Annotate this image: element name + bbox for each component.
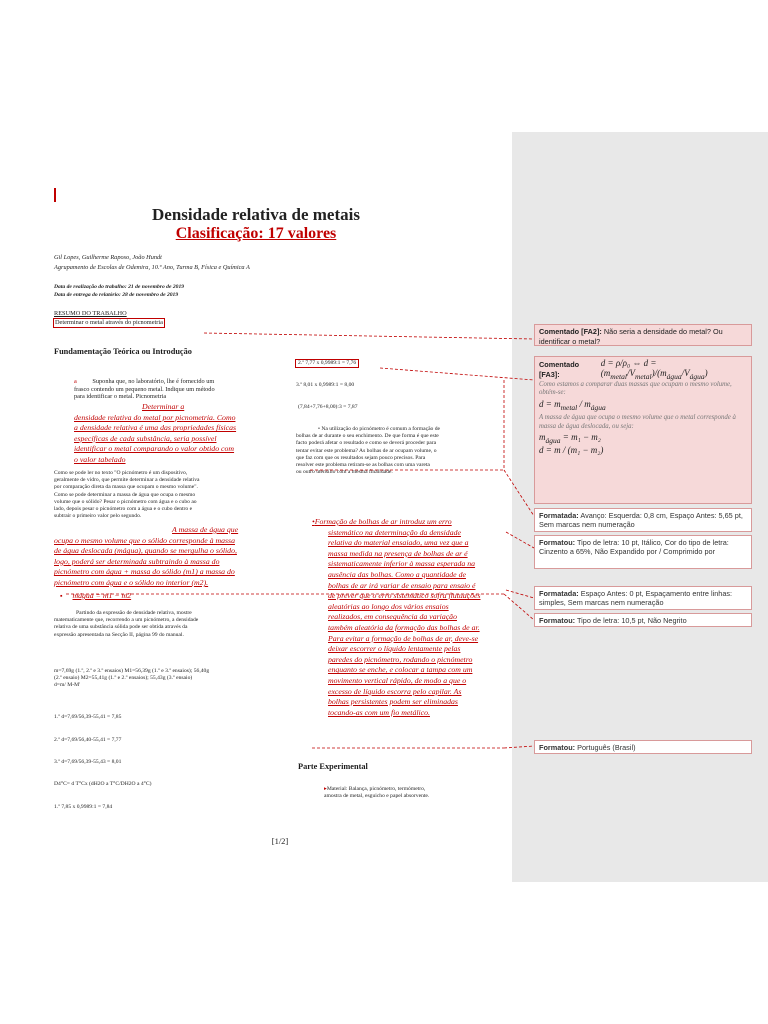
ins-line: Formação de bolhas de ar introduz um erro xyxy=(314,517,452,526)
format-text: Português (Brasil) xyxy=(577,743,636,752)
bullet-icon: ▪ xyxy=(60,592,63,600)
calc-formula: D4°C= d T°Cx (dH2O a T°C/DH2O a 4°C) xyxy=(54,781,152,787)
connector-line xyxy=(504,470,534,516)
para2-line: por comparação direta da massa que ocupam o mesmo volume". xyxy=(54,484,198,491)
ins-line: Para evitar a formação de bolhas de ar, deve-se xyxy=(328,633,479,643)
resumo-text[interactable]: Determinar o metal através do picnometria xyxy=(55,319,163,326)
formula-mass-water: mágua = m1 − m2 xyxy=(72,591,132,600)
para2-line: subtrair o primeiro valor pelo segundo. xyxy=(54,513,142,520)
experimental-heading: Parte Experimental xyxy=(298,762,368,771)
para2-line: Como se pode ler no texto "O picnómetro é um dispositivo, xyxy=(54,470,188,476)
format-text: Tipo de letra: 10 pt, Itálico, Cor do tipo de letra: Cinzento a 65%, Não Expandido por / Comprimido por xyxy=(539,538,729,557)
connector-line xyxy=(204,333,534,339)
bubble-line: resolver este problema retiram-se as bolhas com uma vareta xyxy=(296,462,430,469)
format-note-4[interactable] xyxy=(534,613,752,627)
ins-line: tocando-as com um fio metálico. xyxy=(328,707,430,717)
para1-line: frasco contendo um pequeno metal. Indique um método xyxy=(74,385,215,393)
ins-line: de água deslocada (mágua), quando se mergulha o sólido, xyxy=(54,546,237,556)
ins-line: sistemático na determinação da densidade xyxy=(328,527,461,537)
format-label: Formatou: xyxy=(539,538,576,547)
ins-line: identificar o metal comparando o valor obtido com xyxy=(74,444,235,454)
bullet-icon: • xyxy=(318,426,322,432)
format-text: Espaço Antes: 0 pt, Espaçamento entre linhas: simples, Sem marcas nem numeração xyxy=(539,589,733,608)
formula-density-ratio: d = ρ/ρ₀ ⇔ $d = (m_{metal}/V_{metal})/(m_{água}/V_{água})$ xyxy=(600,358,708,381)
bullet-icon: ▸ xyxy=(324,786,327,792)
ins-line: específicas de cada substância, seria possível xyxy=(74,433,217,443)
para3-line: Partindo da expressão de densidade relativa, mostre xyxy=(76,610,192,616)
formula-water-mass: $m_{água} = m_1 - m_2$ xyxy=(539,432,601,446)
ins-line: relativa do material ensaiado, uma vez que a xyxy=(328,538,469,548)
format-label: Formatada: xyxy=(539,511,579,520)
calc-line-3: 3.º d=7,69/56,39-55,43 = 8,01 xyxy=(54,759,122,765)
ins-line: também aleatória da formação das bolhas de ar. xyxy=(328,622,480,632)
format-note-1[interactable] xyxy=(534,508,752,532)
ins-line: densidade relativa do metal por picnometria. Como xyxy=(74,412,236,422)
material-line: Material: Balança, picnómetro, termómetro, xyxy=(326,786,426,792)
comment-label: Comentado [FA2]: xyxy=(539,327,602,336)
bubble-line: que faz com que os resultados sejam pouco precisos. Para xyxy=(296,454,426,461)
format-label: Formatou: xyxy=(539,616,576,625)
comment-text-2: A massa de água que ocupa o mesmo volume que o metal corresponde à massa de água deslocada, ou seja: xyxy=(539,414,736,430)
ins-line: sistematicamente inferior à massa esperada na xyxy=(328,559,476,569)
bubble-line: ou outro utensílio com a mesma finalidade. xyxy=(296,469,393,476)
calc-result-1: 1.º 7,85 x 0,9989:1 = 7,84 xyxy=(54,804,113,810)
data-line: d=m/ M-M' xyxy=(54,682,81,689)
formula-mass-ratio: $d = m_{metal} / m_{água}$ xyxy=(539,398,606,412)
para2-line: lado, depois pesar o picnómetro com a água e o cubo dentro e xyxy=(54,506,193,513)
date-delivery: Data de entrega do relatório: 28 de novembro de 2019 xyxy=(54,292,179,298)
calc-result-2[interactable]: 2.º 7,77 x 0,9989:1 = 7,76 xyxy=(298,360,357,366)
comment-fa3[interactable] xyxy=(534,356,752,504)
calc-line-1: 1.º d=7,69/56,39-55,41 = 7,85 xyxy=(54,714,122,720)
material-line: amostra de metal, esguicho e papel absorvente. xyxy=(324,793,430,800)
formula-final: d = m / (m₁ − m₂) xyxy=(539,444,604,455)
connector-line xyxy=(506,590,534,598)
ins-line: picnómetro com água + massa do sólido (m1) a massa do xyxy=(54,567,235,577)
format-note-5[interactable] xyxy=(534,740,752,754)
data-line: (2.º ensaio) M2=55,41g (1.º e 2.º ensaios); 55,43g (3.º ensaio) xyxy=(54,675,193,682)
document-title: Densidade relativa de metais xyxy=(152,205,360,224)
ins-line: logo, poderá ser determinada subtraindo à massa do xyxy=(54,556,220,566)
connector-line xyxy=(506,532,534,548)
ins-line: Determinar a xyxy=(142,402,185,411)
para1-line: para identificar o metal. Picnometria xyxy=(74,393,167,401)
para3-line: matematicamente que, recorrendo a um picnómetro, a densidade xyxy=(54,617,199,624)
format-label: Formatou: xyxy=(539,743,576,752)
connector-line xyxy=(380,368,534,380)
bubble-line: bolhas de ar durante o seu enchimento. De que forma é que este xyxy=(296,433,439,440)
calc-result-3: 3.º 8,01 x 0,9989:1 = 8,00 xyxy=(296,382,355,388)
connector-line xyxy=(504,594,534,620)
ins-line: a densidade relativa é uma das propriedades físicas xyxy=(74,423,237,433)
bubble-line: Na utilização do picnómetro é comum a formação de xyxy=(321,426,441,432)
ins-line: A massa de água que xyxy=(172,525,239,534)
format-note-2[interactable] xyxy=(534,535,752,569)
list-bullet: a xyxy=(74,378,77,385)
ins-line: ausência das bolhas. Como a quantidade de xyxy=(328,569,466,579)
comment-fa2[interactable] xyxy=(534,324,752,346)
connector-line xyxy=(504,746,534,748)
format-note-3[interactable] xyxy=(534,586,752,610)
bubble-line: tentar evitar este problema? As bolhas de ar ocupam volume, o xyxy=(296,447,437,454)
calc-line-2: 2.º d=7,69/56,40-55,41 = 7,77 xyxy=(54,737,122,743)
ins-line: paredes do picnómetro, rodando o picnómetro xyxy=(328,654,473,664)
date-work: Data de realização do trabalho: 21 de novembro de 2019 xyxy=(54,284,185,290)
comment-text: Não seria a densidade do metal? Ou identificar o metal? xyxy=(539,327,723,346)
resumo-heading: RESUMO DO TRABALHO xyxy=(54,310,127,317)
ins-line: bolhas persistentes podem ser eliminadas xyxy=(328,697,458,707)
bullet-icon: • xyxy=(312,517,315,526)
ins-line: picnómetro com água e o sólido no interior (m2). xyxy=(54,577,209,587)
calc-average: (7,84+7,76+8,00):3 = 7,87 xyxy=(298,404,358,410)
classification-text: Clasificação: 17 valores xyxy=(175,225,337,242)
ins-line: realizados, em consequência da variação xyxy=(328,612,457,622)
ins-line: aleatórias ao longo dos vários ensaios xyxy=(328,601,449,611)
bubble-line: facto poderá afetar o resultado e como se deverá proceder para xyxy=(296,440,437,447)
para1-line: Suponha que, no laboratório, lhe é fornecido um xyxy=(92,378,215,385)
ins-line: movimento vertical rápido, de modo a que o xyxy=(328,675,467,685)
ins-line: massa medida na presença de bolhas de ar é xyxy=(328,548,468,558)
format-text: Avanço: Esquerda: 0,8 cm, Espaço Antes: 5,65 pt, Sem marcas nem numeração xyxy=(539,511,743,530)
fundamentacao-heading: Fundamentação Teórica ou Introdução xyxy=(54,347,192,356)
ins-line: enquanto se enche, e colocar a tampa com um xyxy=(328,665,473,675)
para3-line: relativa de uma substância sólida pode ser obtida através da xyxy=(54,624,188,631)
authors: Gil Lopes, Guilherme Raposo, João Hundt xyxy=(54,254,162,261)
para2-line: geralmente de vidro, que permite determinar a densidade relativa xyxy=(54,477,200,484)
ins-line: bolhas de ar irá variar de ensaio para ensaio é xyxy=(328,580,476,590)
para2-line: volume que o sólido? Pesar o picnómetro com água e o cubo ao xyxy=(54,498,197,505)
ins-line: excesso de líquido escorra pelo capilar. As xyxy=(328,686,462,696)
comment-text: Como estamos a comparar duas massas que ocupam o mesmo volume, obtém-se: xyxy=(539,380,732,397)
comment-label: Comentado [FA3]: xyxy=(539,360,580,379)
ins-line: deixar escorrer o líquido lentamente pelas xyxy=(328,644,461,654)
format-label: Formatada: xyxy=(539,589,579,598)
ins-line: de prever que o erro sistemático sofra flutuações xyxy=(328,591,481,601)
para3-line: expressão apresentada na Secção II, página 99 do manual. xyxy=(54,631,184,638)
ins-line: o valor tabelado xyxy=(74,454,126,464)
affiliation: Agrupamento de Escolas de Odemira, 10.º Ano, Turma B, Física e Química A xyxy=(54,264,250,271)
data-line: m=7,69g (1.º, 2.º e 3.º ensaios) M1=56,39g (1.º e 3.º ensaios); 56,40g xyxy=(54,668,210,674)
page-number: [1/2] xyxy=(271,836,289,846)
para2-line: Como se pode determinar a massa de água que ocupa o mesmo xyxy=(54,491,196,498)
format-text: Tipo de letra: 10,5 pt, Não Negrito xyxy=(576,616,687,625)
ins-line: ocupa o mesmo volume que o sólido corresponde à massa xyxy=(54,535,235,545)
